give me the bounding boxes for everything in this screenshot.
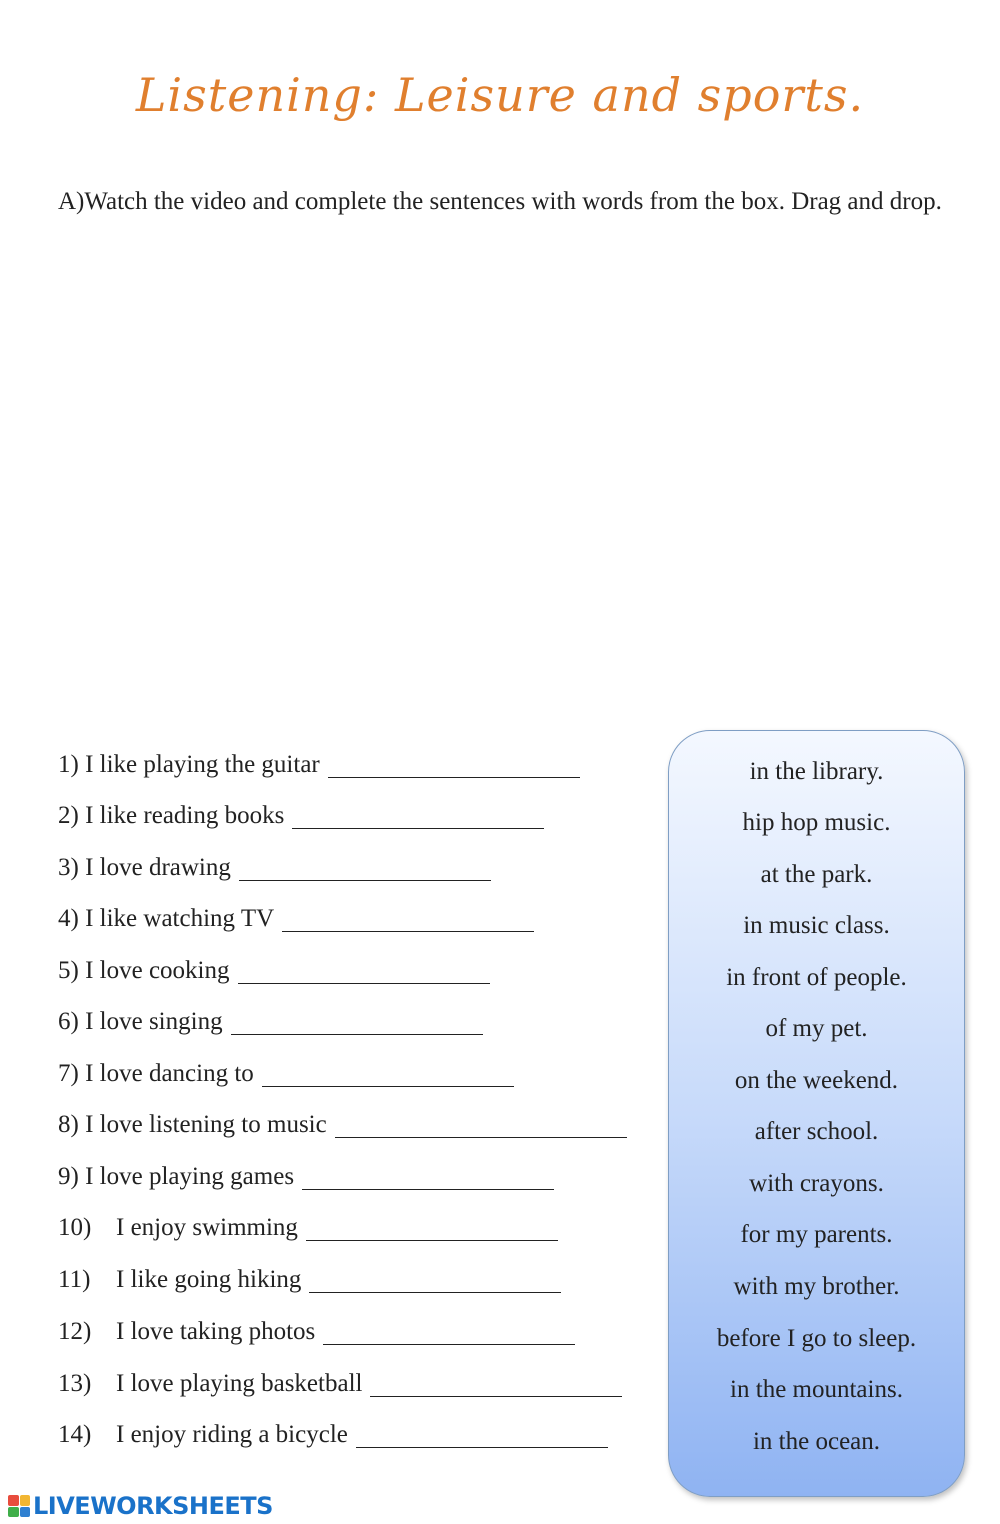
sentence-text: I love taking photos [116,1318,316,1345]
sentence-number: 10) [58,1214,92,1241]
word-bank-item[interactable]: before I go to sleep. [716,1325,917,1352]
sentence-text: I love cooking [85,957,230,984]
drop-blank[interactable] [309,1291,561,1293]
sentence-item [58,1054,514,1094]
word-bank-item[interactable]: with my brother. [733,1273,900,1300]
sentence-text: I like watching TV [85,905,275,932]
word-bank-item[interactable]: hip hop music. [742,809,891,836]
sentence-item [58,796,544,836]
word-bank-item[interactable]: at the park. [760,861,873,888]
sentence-number: 2) [58,802,79,829]
sentence-number: 9) [58,1163,79,1190]
word-bank-item[interactable]: in music class. [743,912,890,939]
word-bank-item[interactable]: in front of people. [726,964,907,991]
sentence-text: I love listening to music [85,1111,327,1138]
sentence-item [58,1002,483,1042]
sentence-item [58,951,490,991]
word-bank-box [668,730,965,1497]
sentence-item [58,1260,561,1300]
drop-blank[interactable] [292,827,544,829]
worksheet-title: Listening: Leisure and sports. [135,68,865,122]
liveworksheets-logo[interactable] [8,1490,273,1522]
sentence-item [58,848,491,888]
liveworksheets-logo-icon [8,1495,30,1517]
drop-blank[interactable] [231,1033,483,1035]
sentence-number: 7) [58,1060,79,1087]
sentence-item [58,1105,627,1145]
word-bank-item[interactable]: in the ocean. [752,1428,881,1455]
drop-blank[interactable] [370,1395,622,1397]
drop-blank[interactable] [335,1136,627,1138]
word-bank-item[interactable]: for my parents. [740,1221,893,1248]
sentence-text: I enjoy swimming [116,1214,298,1241]
drop-blank[interactable] [282,930,534,932]
sentence-text: I like going hiking [116,1266,302,1293]
sentence-number: 4) [58,905,79,932]
drop-blank[interactable] [239,879,491,881]
drop-blank[interactable] [323,1343,575,1345]
sentence-number: 14) [58,1421,92,1448]
instruction-text: A)Watch the video and complete the sentences with words from the box. Drag and drop. [58,188,942,215]
sentence-text: I love drawing [85,854,231,881]
sentence-number: 11) [58,1266,91,1293]
sentence-text: I enjoy riding a bicycle [116,1421,348,1448]
drop-blank[interactable] [306,1239,558,1241]
drop-blank[interactable] [328,776,580,778]
drop-blank[interactable] [262,1085,514,1087]
sentence-item [58,745,580,785]
word-bank-item[interactable]: in the library. [749,758,884,785]
drop-blank[interactable] [238,982,490,984]
sentence-item [58,1364,622,1404]
sentence-number: 1) [58,751,79,778]
sentence-text: I love playing basketball [116,1370,363,1397]
word-bank-item[interactable]: with crayons. [749,1170,884,1197]
word-bank-item[interactable]: after school. [754,1118,879,1145]
sentence-number: 13) [58,1370,92,1397]
sentence-text: I love playing games [85,1163,295,1190]
word-bank-item[interactable]: on the weekend. [734,1067,899,1094]
sentence-number: 8) [58,1111,79,1138]
sentence-item [58,1157,554,1197]
drop-blank[interactable] [356,1446,608,1448]
sentence-text: I love singing [85,1008,223,1035]
sentence-number: 3) [58,854,79,881]
sentence-item [58,1208,558,1248]
sentence-text: I love dancing to [85,1060,254,1087]
word-bank-item[interactable]: of my pet. [765,1015,868,1042]
sentence-item [58,1312,575,1352]
sentence-item [58,899,534,939]
word-bank-item[interactable]: in the mountains. [730,1376,903,1403]
logo-text: LIVEWORKSHEETS [33,1492,273,1520]
sentence-number: 5) [58,957,79,984]
sentence-number: 6) [58,1008,79,1035]
sentence-number: 12) [58,1318,92,1345]
sentence-text: I like playing the guitar [85,751,320,778]
drop-blank[interactable] [302,1188,554,1190]
sentence-item [58,1415,608,1455]
sentence-text: I like reading books [85,802,285,829]
